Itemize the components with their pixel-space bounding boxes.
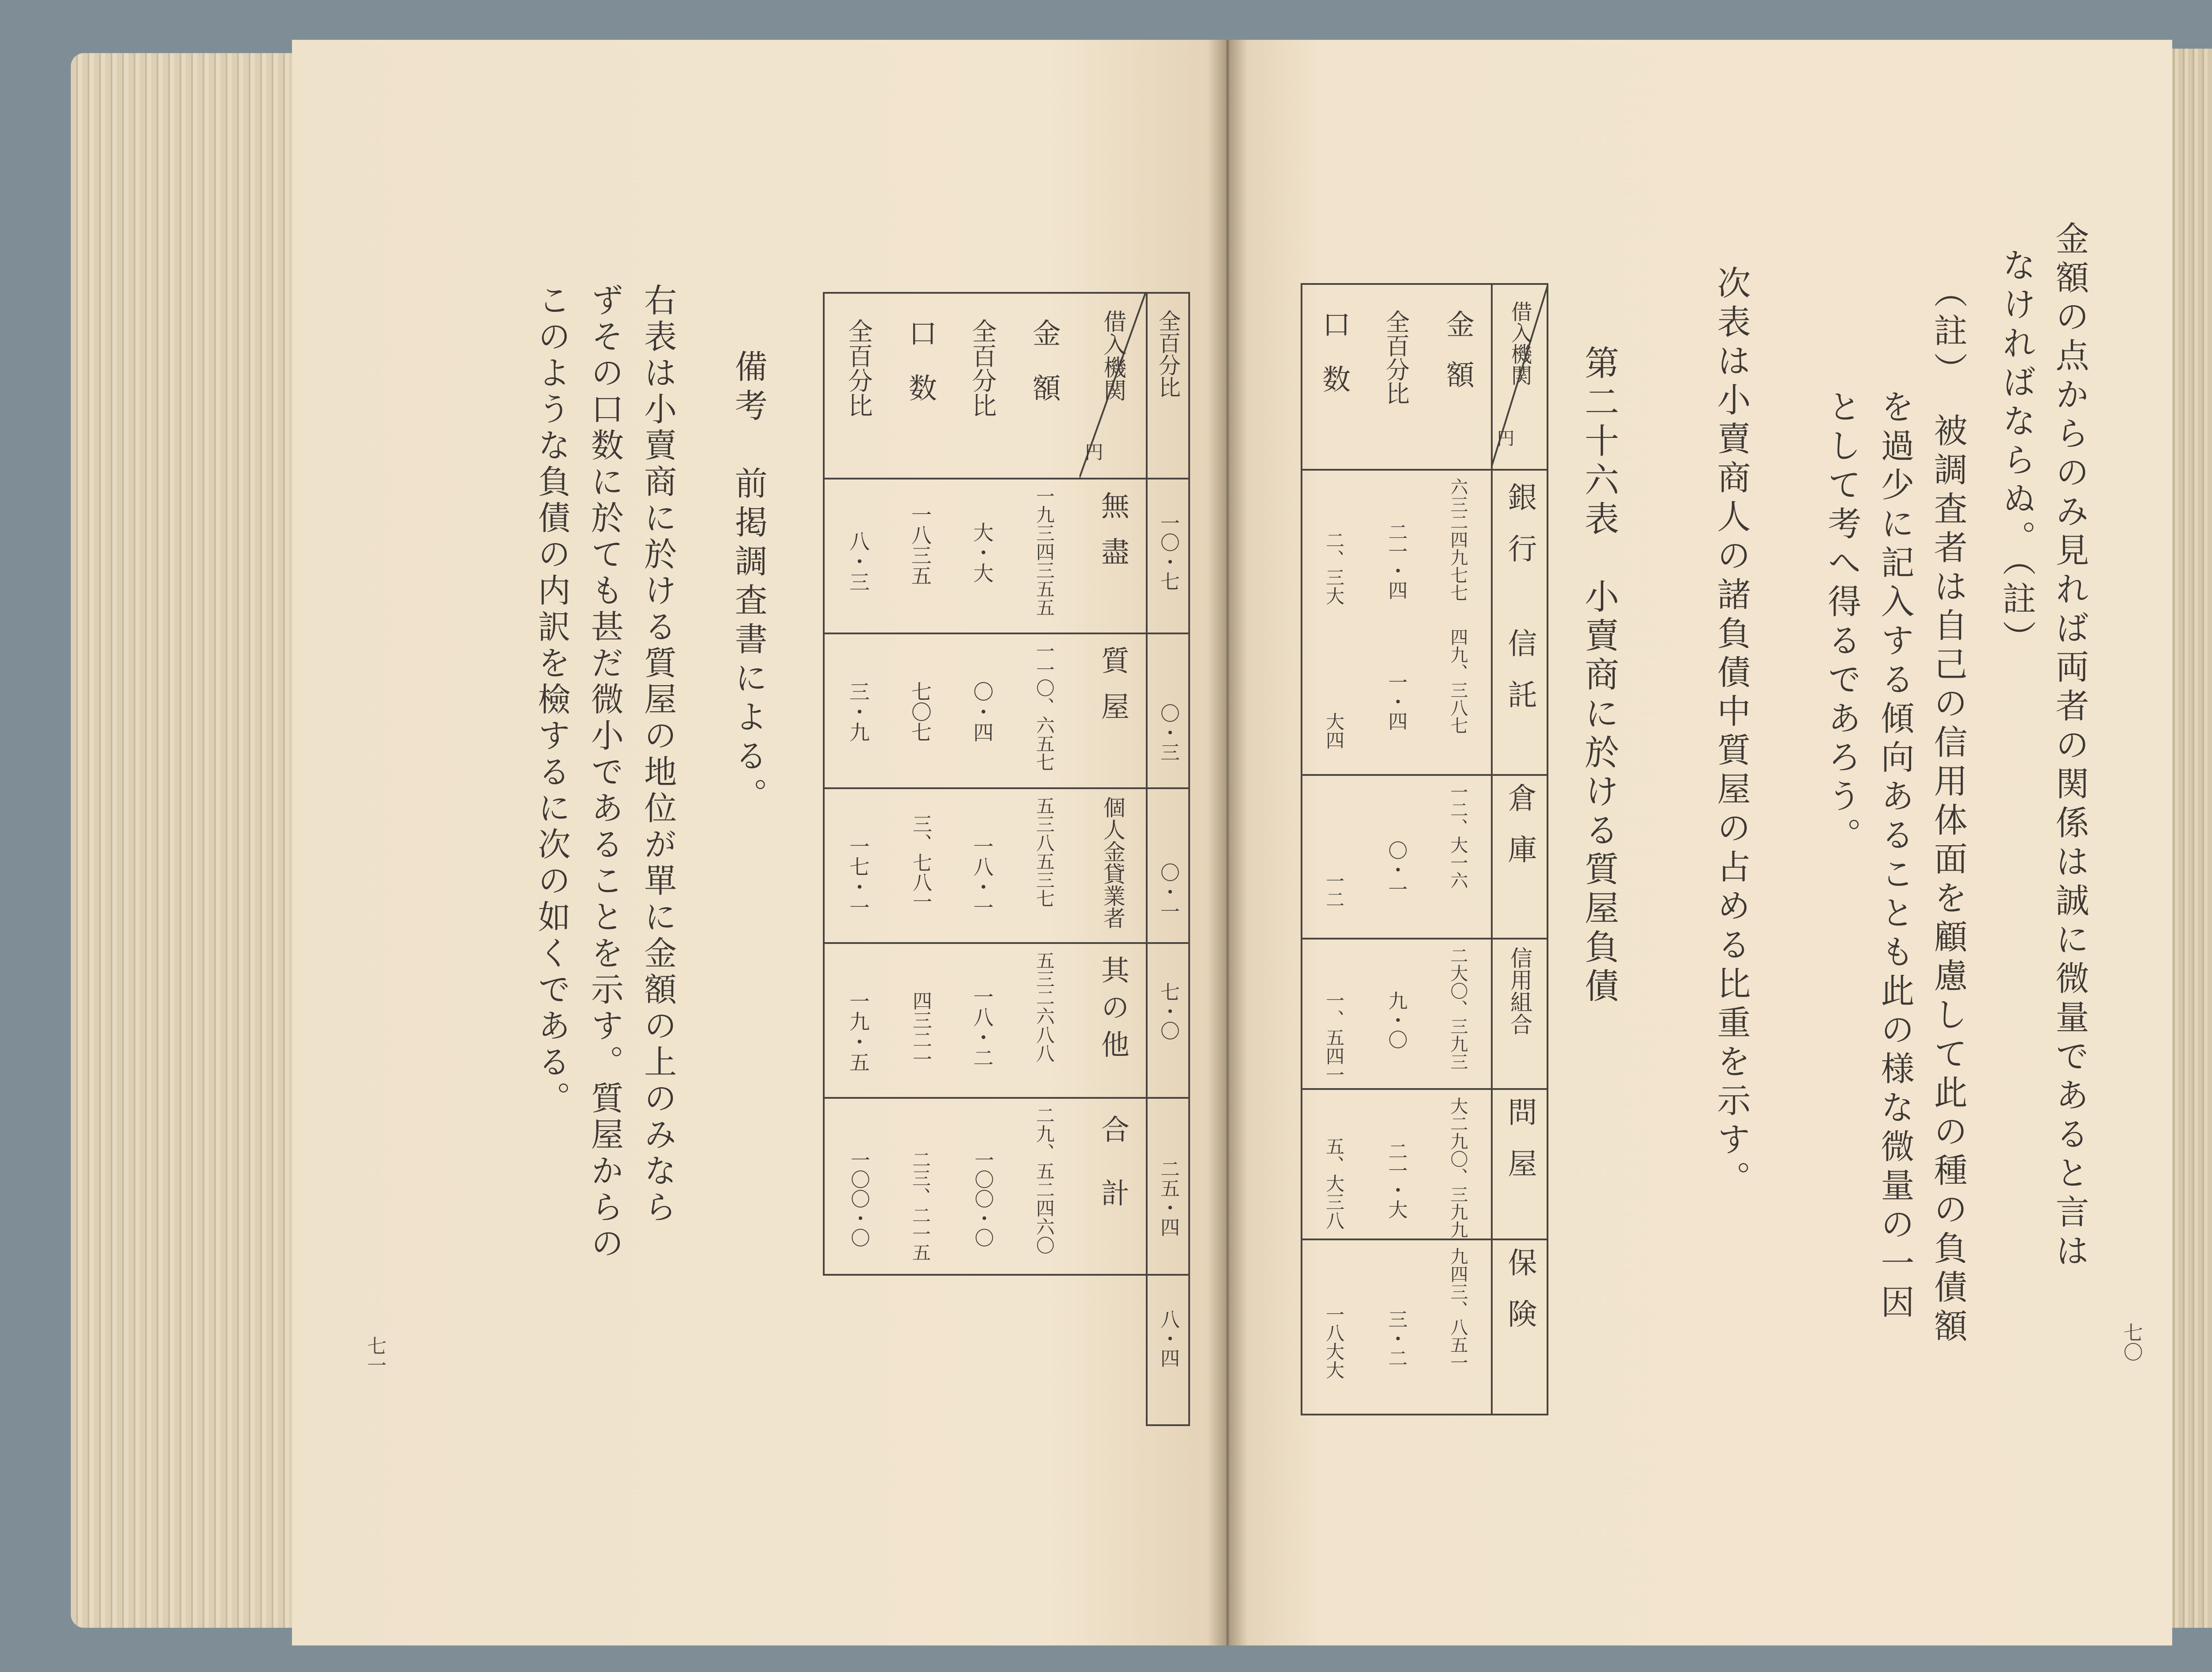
table-title: 第二十六表 小賣商に於ける質屋負債	[1579, 345, 1619, 1007]
table-cell: 九・〇	[1385, 991, 1407, 1049]
table-cell: 一八・二	[970, 986, 994, 1068]
table-cell: 〇・一	[1385, 840, 1407, 899]
table-cell: 四三二一	[909, 991, 932, 1069]
left-page-edges	[71, 53, 301, 1628]
col-label: 個人金貸業者	[1100, 796, 1125, 929]
paragraph-line: を過少に記入する傾向あることも此の様な微量の一因	[1875, 389, 1915, 1323]
col-label: 信用組合	[1507, 947, 1532, 1035]
table-cell: 一二、大一六	[1448, 783, 1468, 889]
book-gutter	[1208, 40, 1248, 1645]
table-cell: 三・九	[846, 681, 870, 742]
paragraph-line: として考へ得るであろう。	[1822, 389, 1862, 856]
table-cell: 〇・四	[970, 681, 994, 742]
outer-col-value: 八・四	[1157, 1309, 1179, 1368]
table-cell: 一二	[1323, 871, 1345, 909]
paragraph-line: 次表は小賣商人の諸負債中質屋の占める比重を示す。	[1712, 265, 1751, 1200]
table-cell: 大四	[1323, 712, 1345, 749]
table-cell: 一八大大	[1323, 1305, 1345, 1379]
table-cell: 二九、五二四六〇	[1033, 1106, 1055, 1254]
paragraph-line: 金額の点からのみ見れば両者の関係は誠に微量であると言は	[2050, 221, 2089, 1272]
paragraph-line: なければならぬ。（註）	[1997, 248, 2036, 659]
table-unit: 円	[1494, 429, 1514, 447]
left-table	[823, 292, 1190, 1424]
table-cell: 六三二四九七七	[1448, 478, 1468, 602]
row-label: 金額	[1441, 310, 1474, 410]
row-label: 口数	[1317, 310, 1350, 419]
col-label: 其の他	[1096, 955, 1129, 1067]
row-label: 口数	[904, 318, 937, 428]
outer-col-value: 一〇・七	[1157, 513, 1179, 591]
page-number: 七〇	[2120, 1323, 2143, 1361]
outer-col-value: 〇・一	[1157, 863, 1179, 921]
paragraph-line: このような負債の内訳を檢するに次の如くである。	[533, 283, 571, 1117]
outer-col-value: 〇・三	[1157, 703, 1179, 762]
table-cell: 二大〇、三九三	[1448, 947, 1468, 1070]
table-header-label: 借入機関	[1099, 310, 1126, 402]
table-cell: 一七・一	[846, 836, 870, 917]
page-number: 七一	[364, 1336, 386, 1375]
table-cell: 一一〇、六五七	[1033, 641, 1055, 771]
outer-col-value: 七・〇	[1157, 982, 1179, 1040]
right-table	[1301, 283, 1548, 1415]
table-cell: 一八・一	[970, 836, 994, 917]
table-cell: 三・二	[1385, 1309, 1407, 1368]
table-unit: 円	[1082, 442, 1104, 461]
col-label: 保険	[1503, 1247, 1537, 1350]
table-cell: 九四三、八五一	[1448, 1247, 1468, 1371]
table-cell: 大・大	[970, 522, 994, 583]
table-cell: 五三八五三七	[1033, 796, 1055, 908]
row-label: 全百分比	[844, 318, 873, 418]
table-cell: 三、七八一	[909, 814, 932, 911]
col-label: 銀行	[1503, 482, 1537, 585]
table-cell: 二三、二一五	[910, 1150, 931, 1262]
row-label: 全百分比	[1382, 310, 1410, 405]
table-cell: 八・三	[846, 531, 870, 592]
table-header-label: 借入機関	[1507, 301, 1532, 386]
table-cell: 五三二六八八	[1033, 951, 1055, 1062]
table-cell: 一九三四三五五	[1033, 487, 1055, 617]
outer-col-header: 全百分比	[1155, 310, 1181, 398]
table-cell: 五、大三八	[1323, 1137, 1345, 1230]
table-cell: 二一・四	[1385, 522, 1407, 600]
col-label: 倉庫	[1503, 783, 1537, 886]
col-label: 信託	[1503, 628, 1537, 731]
col-label: 問屋	[1503, 1097, 1537, 1200]
table-cell: 二、三大	[1323, 531, 1345, 605]
table-cell: 四九、三八七	[1448, 628, 1468, 734]
table-cell: 七〇七	[908, 681, 932, 742]
table-cell: 一・四	[1385, 672, 1407, 731]
table-cell: 一八三五	[908, 504, 932, 586]
paragraph-line: ずその口数に於ても甚だ微小であることを示す。質屋からの	[586, 283, 624, 1262]
table-cell: 一〇〇・〇	[971, 1150, 994, 1247]
table-cell: 二一・大	[1385, 1141, 1407, 1219]
table-cell: 大二九〇、三九九	[1448, 1097, 1468, 1239]
table-cell: 一九・五	[846, 991, 870, 1072]
table-cell: 一〇〇・〇	[847, 1150, 870, 1247]
row-label: 全百分比	[968, 318, 997, 418]
paragraph-line: 右表は小賣商に於ける質屋の地位が單に金額の上のみなら	[639, 283, 677, 1226]
table-cell: 一、五四一	[1323, 991, 1345, 1084]
table-note: 備考 前掲調査書による。	[730, 349, 768, 817]
col-label: 合計	[1096, 1115, 1129, 1242]
paragraph-line: （註） 被調査者は自己の信用体面を顧慮して此の種の負債額	[1928, 274, 1968, 1347]
col-label: 質屋	[1096, 646, 1129, 738]
col-label: 無盡	[1096, 491, 1129, 583]
outer-col-value: 二五・四	[1157, 1159, 1179, 1237]
row-label: 金額	[1028, 318, 1060, 428]
